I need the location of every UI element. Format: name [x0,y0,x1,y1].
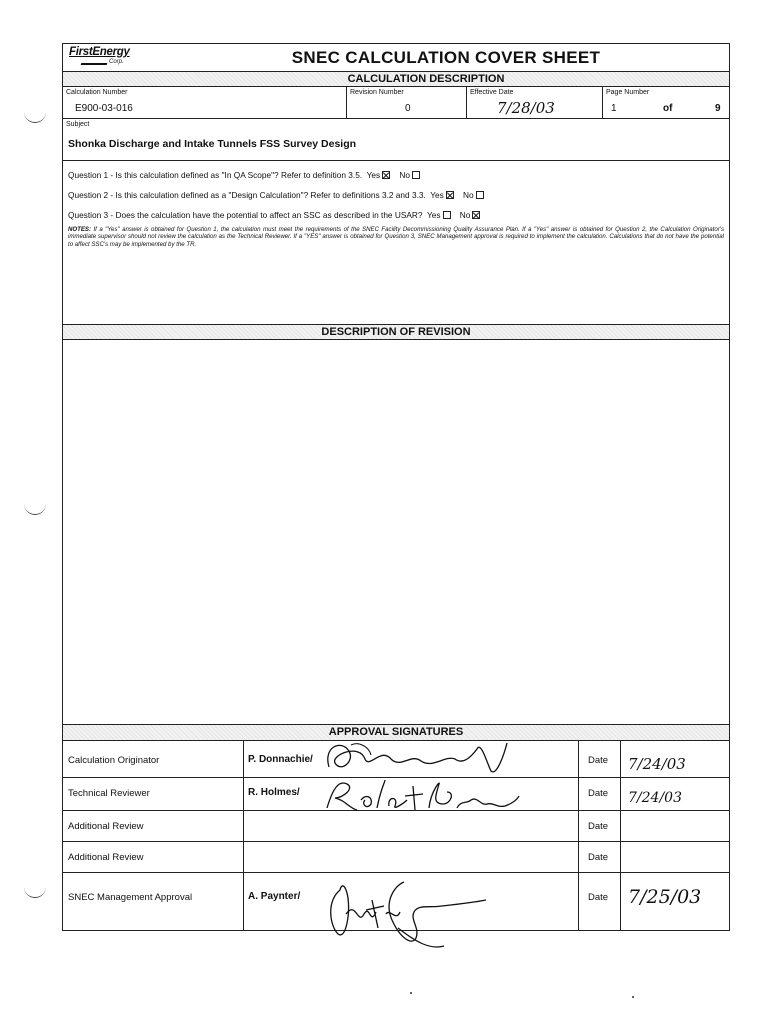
question-2-yes-checkbox[interactable] [446,191,454,199]
question-2-no-label: No [463,190,474,200]
section-title: DESCRIPTION OF REVISION [321,326,471,338]
page-of: of [663,103,673,114]
question-1-text: Question 1 - Is this calculation defined as "In QA Scope"? Refer to definition 3.5. [68,170,363,180]
approval-date: 7/24/03 [628,790,682,806]
questions-block [63,161,729,325]
date-label: Date [588,852,609,863]
revision-label: Revision Number [350,89,404,96]
page-number-label: Page Number [606,89,650,96]
page-number-cell [603,87,729,118]
calculation-number-cell [63,87,347,118]
date-label: Date [588,892,609,903]
subject-label: Subject [66,121,90,128]
approval-role: Technical Reviewer [68,788,150,799]
approval-date: 7/25/03 [628,886,702,908]
binder-hole [24,885,46,898]
question-3-yes-checkbox[interactable] [443,211,451,219]
calculation-number-label: Calculation Number [66,89,128,96]
cover-sheet-form [62,43,730,931]
originator-signature [321,737,521,777]
question-1-yes-label: Yes [366,170,381,180]
page-total: 9 [715,103,721,114]
calculation-number-value: E900-03-016 [75,103,133,114]
approval-date: 7/24/03 [628,755,686,773]
question-1 [68,170,420,180]
reviewer-signature [321,774,531,814]
approval-row [63,811,729,842]
question-1-yes-checkbox[interactable] [382,171,390,179]
question-3-no-label: No [459,210,471,220]
company-logo: FirstEnergy Corp. [69,46,130,65]
approval-role: Additional Review [68,852,144,863]
notes [68,226,724,248]
revision-cell [347,87,467,118]
section-title: APPROVAL SIGNATURES [328,726,464,738]
revision-value: 0 [405,103,411,114]
approval-name: A. Paynter/ [248,891,301,902]
approval-name: R. Holmes/ [248,787,300,798]
header [63,44,729,72]
binder-hole [24,502,46,515]
date-label: Date [588,821,609,832]
approval-name: P. Donnachie/ [248,754,313,765]
approval-role: Additional Review [68,821,144,832]
date-label: Date [588,788,609,799]
question-2-yes-label: Yes [430,190,444,200]
question-1-no-checkbox[interactable] [412,171,420,179]
date-label: Date [588,755,609,766]
question-3-no-checkbox[interactable] [472,211,480,219]
section-header-calculation-description [63,72,729,87]
management-signature [320,842,500,952]
section-header-description-of-revision [63,325,729,340]
stray-mark [632,996,634,998]
stray-mark [410,992,412,994]
form-title: SNEC CALCULATION COVER SHEET [291,48,601,67]
approval-role: SNEC Management Approval [68,892,193,903]
question-3 [68,210,480,220]
effective-date-label: Effective Date [470,89,514,96]
approval-row [63,778,729,811]
question-2-no-checkbox[interactable] [476,191,484,199]
question-2 [68,190,484,200]
approval-row [63,741,729,778]
subject-row [63,119,729,161]
effective-date-value: 7/28/03 [497,99,555,117]
notes-label: NOTES: [68,226,92,233]
revision-description-area[interactable] [63,340,729,725]
approval-role: Calculation Originator [68,755,160,766]
page-current: 1 [611,103,617,114]
subject-value: Shonka Discharge and Intake Tunnels FSS Survey Design [68,138,357,150]
question-3-yes-label: Yes [427,210,441,220]
question-2-text: Question 2 - Is this calculation defined as a "Design Calculation"? Refer to definitions 3.2 and 3.3. [68,190,426,200]
section-title: CALCULATION DESCRIPTION [347,73,505,85]
binder-hole [24,110,46,123]
question-1-no-label: No [399,170,411,180]
notes-text: If a "Yes" answer is obtained for Question 1, the calculation must meet the requirements of the SNEC Facility Decommissioning Quality Assurance Plan. If a "Yes" answer is obtained for Question 2, the Calculation Originator's immediate supervisor should not review the calculation as the Technical Reviewer. If a "YES" answer is obtained for Question 3, SNEC Management approval is required to implement the calculation. Calculations that do not have the potential to affect SSC's may be implemented by the TR. [68,226,724,248]
effective-date-cell [467,87,603,118]
question-3-text: Question 3 - Does the calculation have the potential to affect an SSC as described in the USAR? [68,210,423,220]
calculation-info-row [63,87,729,119]
